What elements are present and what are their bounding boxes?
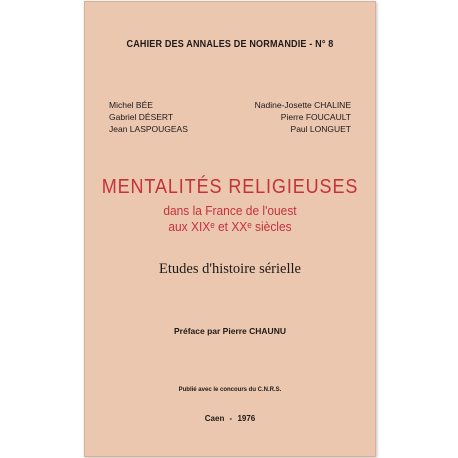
author-name: Jean LASPOUGEAS (109, 124, 188, 134)
author-name: Nadine-Josette CHALINE (254, 100, 351, 110)
authors-left-column (109, 99, 188, 135)
author-name: Michel BÉE (109, 100, 153, 110)
publisher-note: Publié avec le concours du C.N.R.S. (178, 387, 282, 393)
book-subtitle-line-1: dans la France de l'ouest (163, 203, 297, 218)
book-cover (84, 1, 376, 457)
preface-credit: Préface par Pierre CHAUNU (174, 326, 286, 336)
authors-right-column (255, 99, 351, 135)
author-name: Gabriel DÉSERT (109, 112, 174, 122)
book-subtitle-line-2: aux XIXᵉ et XXᵉ siècles (168, 219, 292, 234)
book-title: MENTALITÉS RELIGIEUSES (101, 176, 359, 198)
author-name: Pierre FOUCAULT (280, 112, 351, 122)
series-title: CAHIER DES ANNALES DE NORMANDIE - N° 8 (126, 38, 334, 50)
series-subtitle: Etudes d'histoire sérielle (159, 261, 301, 277)
place-and-date: Caen - 1976 (204, 414, 256, 423)
author-name: Paul LONGUET (290, 124, 351, 134)
